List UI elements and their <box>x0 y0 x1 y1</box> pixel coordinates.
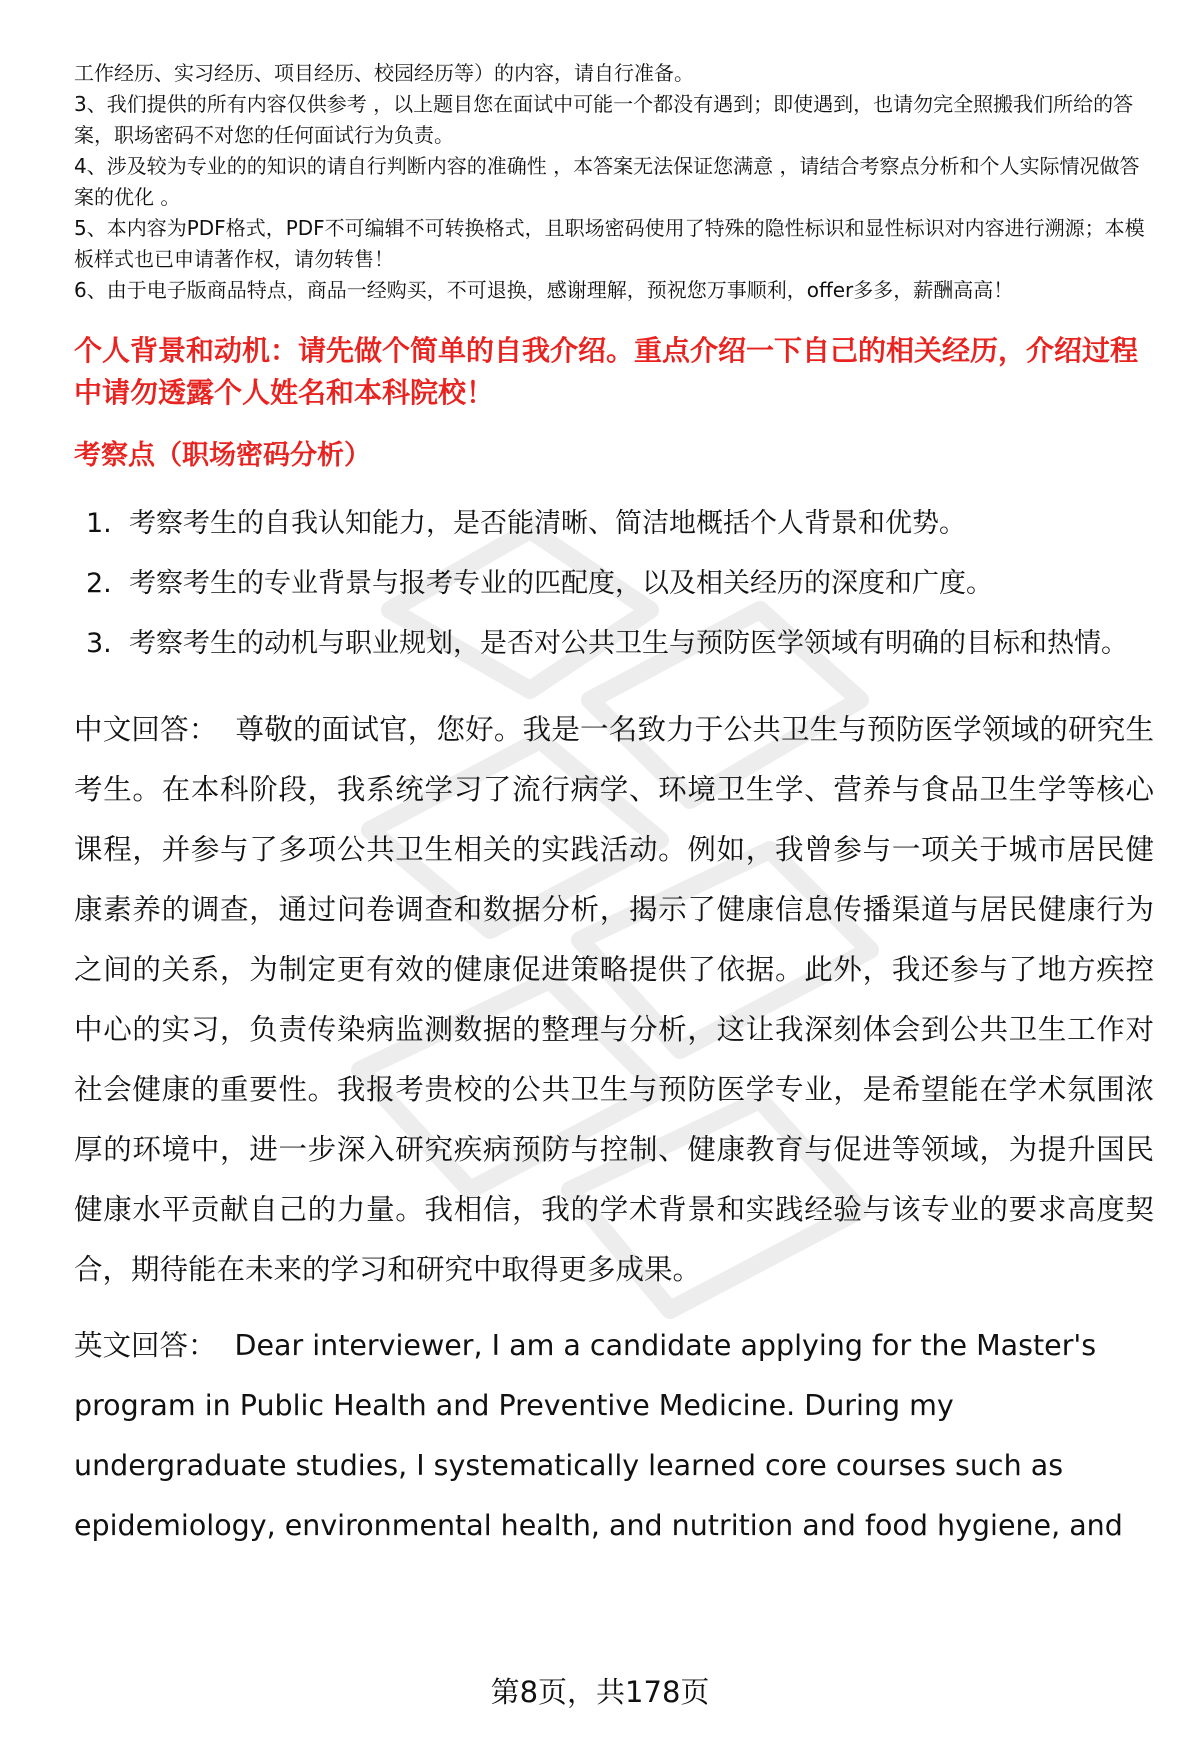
list-item-text: 考察考生的自我认知能力，是否能清晰、简洁地概括个人背景和优势。 <box>129 508 966 539</box>
notes-section <box>74 58 1154 306</box>
note-line: 5、本内容为PDF格式，PDF不可编辑不可转换格式，且职场密码使用了特殊的隐性标识和显性标识对内容进行溯源；本模板样式也已申请著作权，请勿转售！ <box>74 216 1145 271</box>
interview-question: 个人背景和动机：请先做个简单的自我介绍。重点介绍一下自己的相关经历，介绍过程中请勿透露个人姓名和本科院校！ <box>74 334 1139 409</box>
list-item-number: 1. <box>86 508 112 539</box>
english-answer <box>74 1316 1154 1556</box>
list-item-text: 考察考生的专业背景与报考专业的匹配度，以及相关经历的深度和广度。 <box>129 568 993 599</box>
list-item-number: 2. <box>86 568 112 599</box>
list-item <box>74 614 1154 674</box>
english-answer-label: 英文回答： <box>74 1329 217 1362</box>
page-number-footer: 第8页，共178页 <box>490 1675 710 1709</box>
page-content <box>74 58 1154 1556</box>
english-answer-text: Dear interviewer, I am a candidate applying for the Master's program in Public Health and Preventive Medicine. During my undergraduate studies, I systematically learned core courses such as epidemiology, environmental health, and nutrition and food hygiene, and <box>74 1329 1123 1542</box>
chinese-answer-label: 中文回答： <box>74 713 218 746</box>
list-item <box>74 494 1154 554</box>
note-line: 6、由于电子版商品特点，商品一经购买，不可退换，感谢理解，预祝您万事顺利，offer多多，薪酬高高！ <box>74 278 1014 302</box>
list-item-number: 3. <box>86 628 112 659</box>
note-line: 工作经历、实习经历、项目经历、校园经历等）的内容，请自行准备。 <box>74 61 694 85</box>
chinese-answer-text: 尊敬的面试官，您好。我是一名致力于公共卫生与预防医学领域的研究生考生。在本科阶段，我系统学习了流行病学、环境卫生学、营养与食品卫生学等核心课程，并参与了多项公共卫生相关的实践活动。例如，我曾参与一项关于城市居民健康素养的调查，通过问卷调查和数据分析，揭示了健康信息传播渠道与居民健康行为之间的关系，为制定更有效的健康促进策略提供了依据。此外，我还参与了地方疾控中心的实习，负责传染病监测数据的整理与分析，这让我深刻体会到公共卫生工作对社会健康的重要性。我报考贵校的公共卫生与预防医学专业，是希望能在学术氛围浓厚的环境中，进一步深入研究疾病预防与控制、健康教育与促进等领域，为提升国民健康水平贡献自己的力量。我相信，我的学术背景和实践经验与该专业的要求高度契合，期待能在未来的学习和研究中取得更多成果。 <box>74 713 1154 1286</box>
key-points-list <box>74 494 1154 674</box>
chinese-answer <box>74 700 1154 1300</box>
list-item <box>74 554 1154 614</box>
note-line: 3、我们提供的所有内容仅供参考 ，以上题目您在面试中可能一个都没有遇到；即使遇到，也请勿完全照搬我们所给的答案，职场密码不对您的任何面试行为负责。 <box>74 92 1134 147</box>
list-item-text: 考察考生的动机与职业规划，是否对公共卫生与预防医学领域有明确的目标和热情。 <box>129 628 1128 659</box>
key-points-heading: 考察点（职场密码分析） <box>74 440 371 471</box>
note-line: 4、涉及较为专业的的知识的请自行判断内容的准确性 ，本答案无法保证您满意 ，请结合考察点分析和个人实际情况做答案的优化 。 <box>74 154 1140 209</box>
